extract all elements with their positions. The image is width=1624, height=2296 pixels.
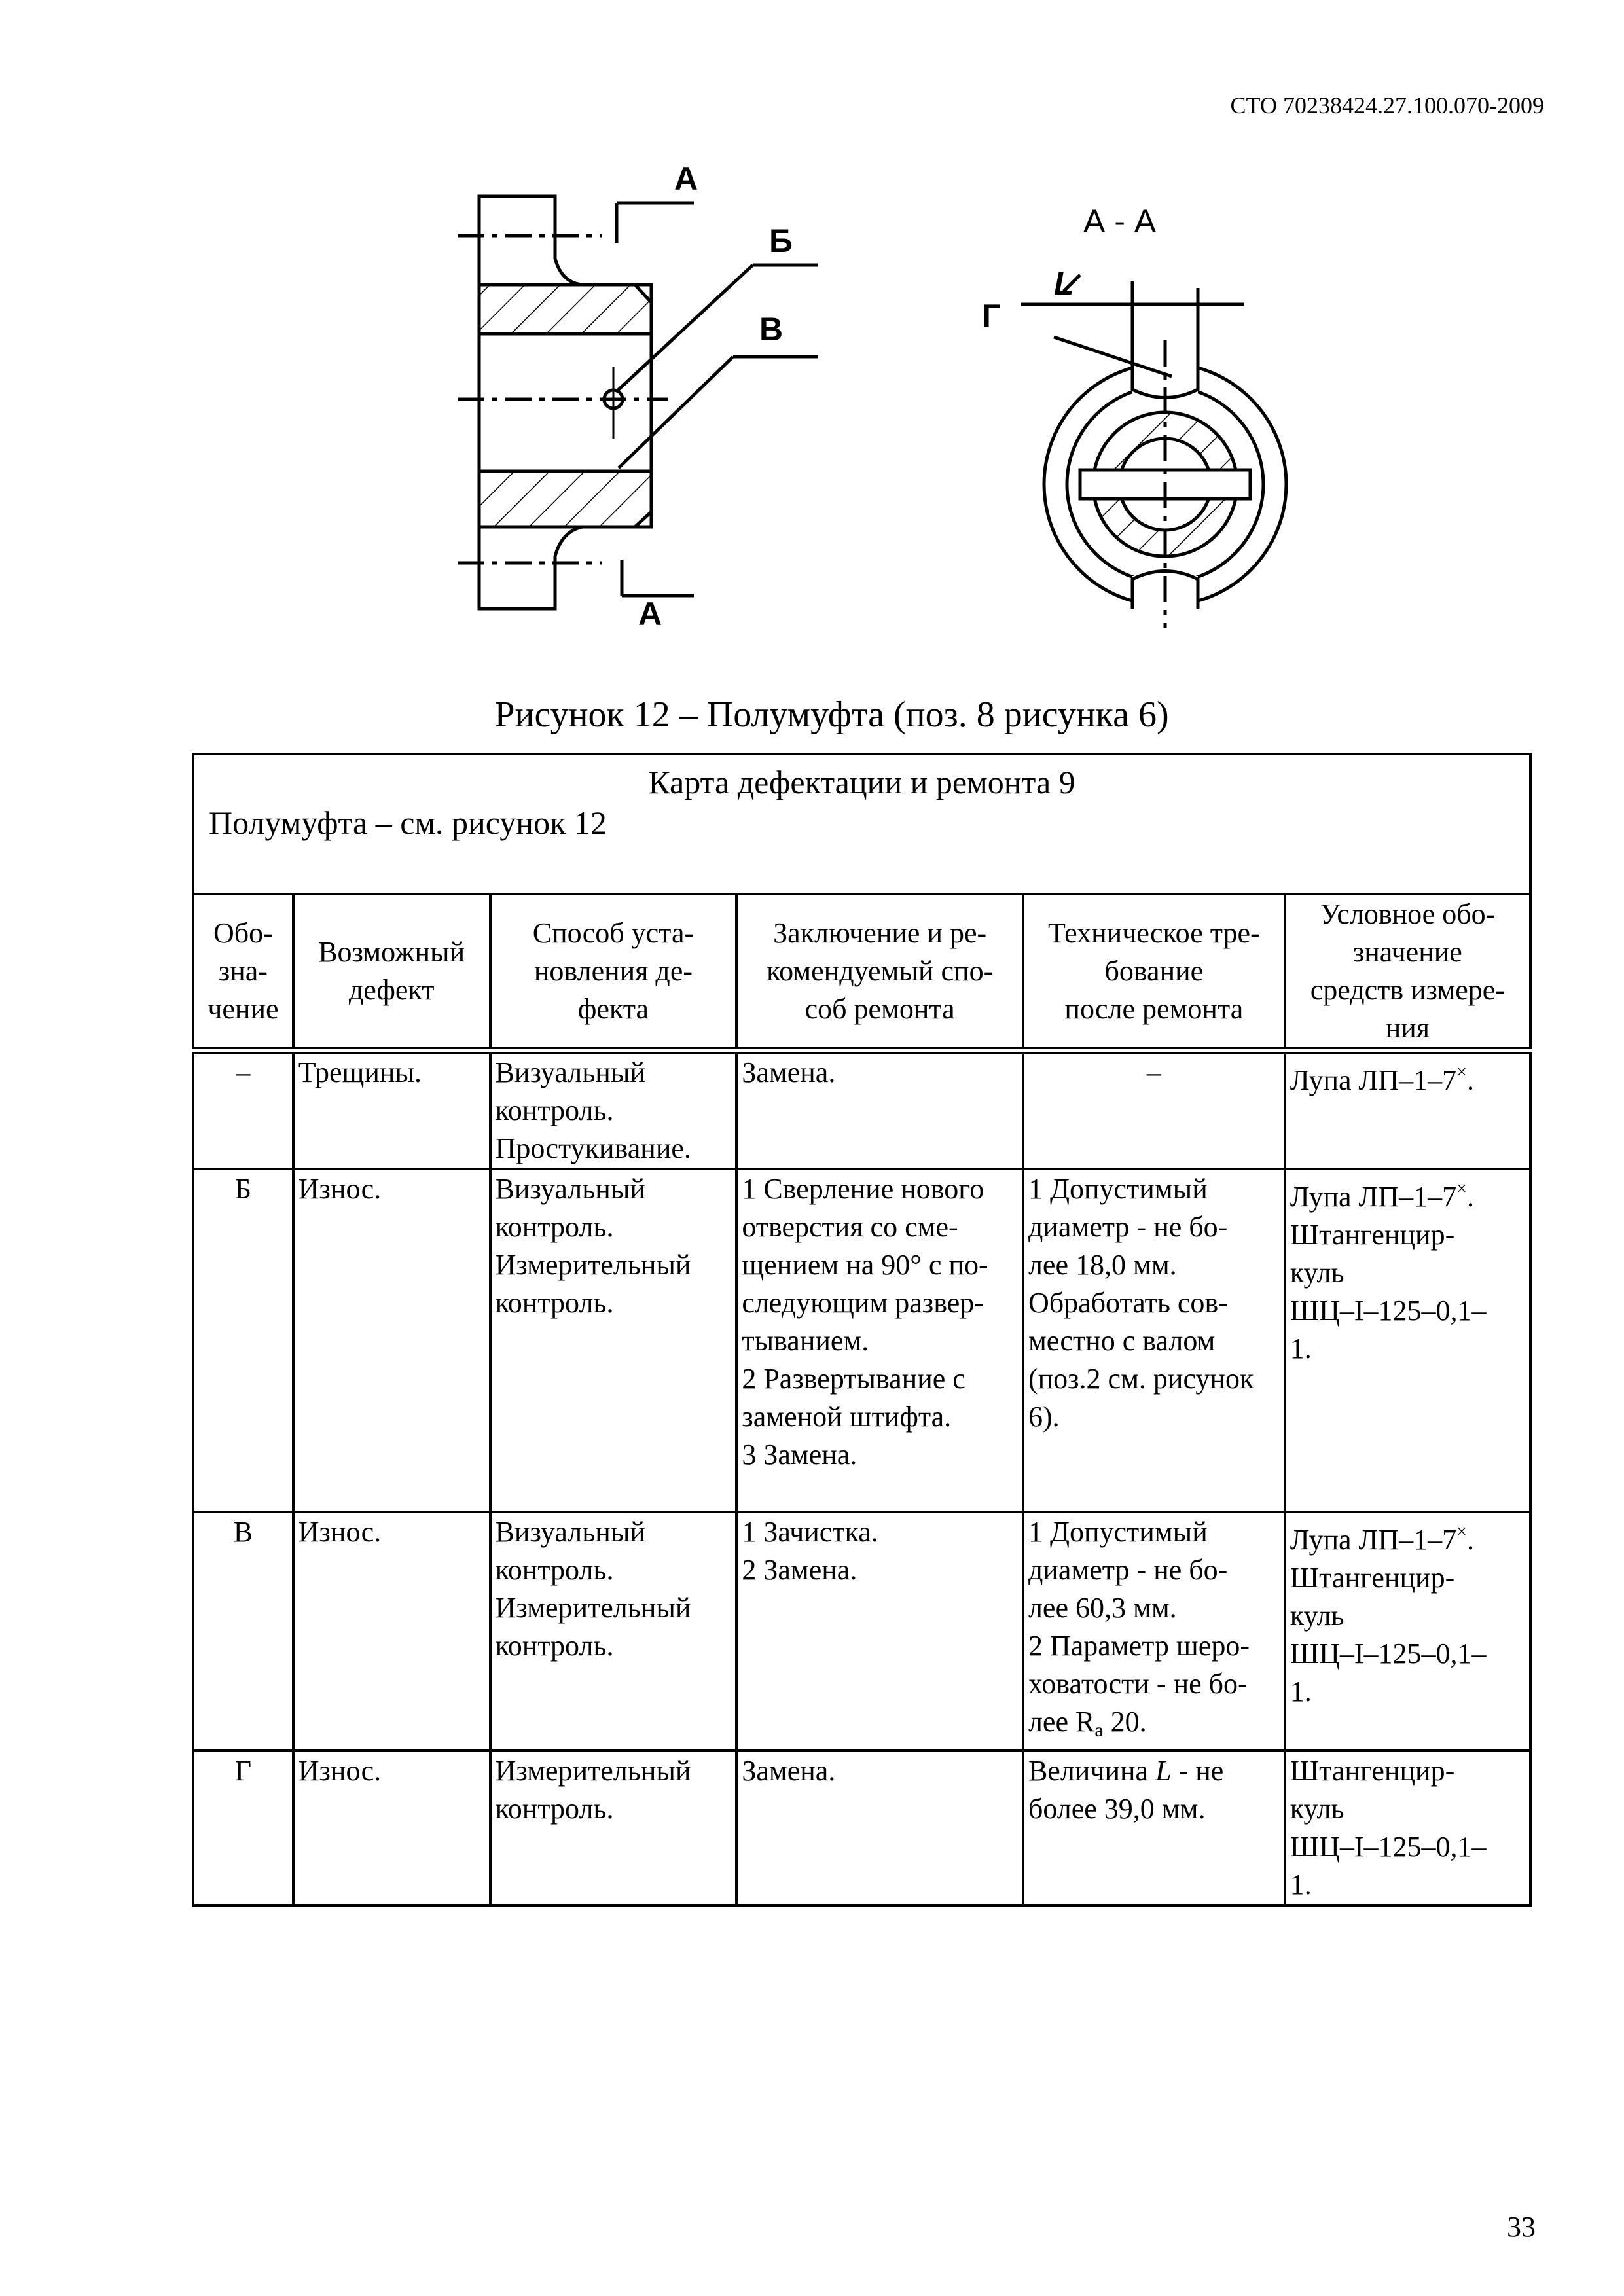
card-header [193,754,1530,894]
cell-method: Визуальный контроль. Простукивание. [490,1050,737,1169]
col-header-method: Способ уста- новления де- фекта [490,894,737,1050]
cell-requirement: 1 Допустимый диаметр - не бо- лее 18,0 мм. Обработать сов- местно с валом (поз.2 см. рисунок 6). [1023,1169,1285,1512]
cell-requirement: – [1023,1050,1285,1169]
cell-defect: Износ. [293,1512,490,1751]
table-row [193,1751,1530,1905]
cell-tools: Штангенцир- куль ШЦ–I–125–0,1– 1. [1285,1751,1530,1905]
cell-mark: В [193,1512,293,1751]
cell-tools: Лупа ЛП–1–7×. Штангенцир- куль ШЦ–I–125–0,1– 1. [1285,1169,1530,1512]
table-row [193,1169,1530,1512]
section-view [1021,275,1286,628]
table-row [193,1512,1530,1751]
document-code: СТО 70238424.27.100.070-2009 [1230,92,1544,118]
col-header-repair: Заключение и ре- комендуемый спо- соб ремонта [736,894,1023,1050]
cell-defect: Износ. [293,1169,490,1512]
col-header-mark: Обо- зна- чение [193,894,293,1050]
cell-tools: Лупа ЛП–1–7×. Штангенцир- куль ШЦ–I–125–0,1– 1. [1285,1512,1530,1751]
cell-repair: 1 Сверление нового отверстия со сме- щением на 90° с по- следующим развер- тыванием. 2 Развертывание с заменой штифта. 3 Замена. [736,1169,1023,1512]
label-l: L [1054,265,1074,302]
label-section-a-bottom: А [638,596,662,632]
col-header-tools: Условное обо- значение средств измере- ния [1285,894,1530,1050]
cell-defect: Износ. [293,1751,490,1905]
col-header-defect: Возможный дефект [293,894,490,1050]
cell-defect: Трещины. [293,1050,490,1169]
label-v: В [759,311,784,348]
cell-method: Визуальный контроль. Измерительный контроль. [490,1512,737,1751]
cell-mark: Б [193,1169,293,1512]
col-header-requirement: Техническое тре- бование после ремонта [1023,894,1285,1050]
cell-repair: 1 Зачистка. 2 Замена. [736,1512,1023,1751]
cell-repair: Замена. [736,1751,1023,1905]
figure-caption: Рисунок 12 – Полумуфта (поз. 8 рисунка 6) [494,694,1169,735]
section-title: А - А [1083,203,1157,240]
column-header-row [193,894,1530,1050]
label-g: Г [982,298,1001,334]
label-b: Б [769,223,793,259]
page-number: 33 [1507,2211,1536,2243]
table-row [193,1050,1530,1169]
card-subtitle: Полумуфта – см. рисунок 12 [209,804,607,841]
cell-requirement: 1 Допустимый диаметр - не бо- лее 60,3 мм. 2 Параметр шеро- ховатости - не бо- лее $R_a$ 20. [1023,1512,1285,1751]
cell-method: Измерительный контроль. [490,1751,737,1905]
cell-mark: – [193,1050,293,1169]
cell-requirement: Величина L - не более 39,0 мм. [1023,1751,1285,1905]
cell-repair: Замена. [736,1050,1023,1169]
card-title: Карта дефектации и ремонта 9 [648,764,1075,800]
cell-mark: Г [193,1751,293,1905]
cell-tools: Лупа ЛП–1–7×. [1285,1050,1530,1169]
defect-card-table [192,753,1532,1907]
label-section-a-top: А [674,160,698,197]
technical-drawing [0,0,1624,674]
side-view [458,196,818,609]
cell-method: Визуальный контроль. Измерительный контроль. [490,1169,737,1512]
